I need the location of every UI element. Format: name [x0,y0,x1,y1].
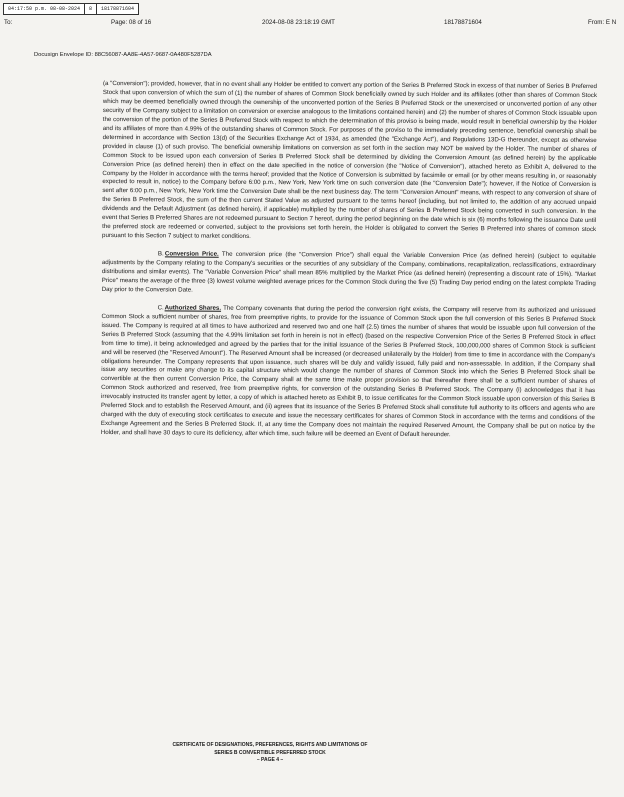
fax-page-count: Page: 08 of 16 [111,19,152,26]
section-c-text: The Company covenants that during the period the conversion right exists, the Company will reserve from its authorized and unissued Common Stock a sufficient number of shares, free from preemptive rights, to provide for the issuance of Common Stock upon the full conversion of this Series B Preferred Stock issued. The Company is required at all times to have authorized and reserved two and one half (2.5) times the number of shares that would be issuable upon full conversion of the Series B Preferred Stock (assuming that the 4.99% limitation set forth in herein is not in effect) (based on the respective Conversion Price of the Series B Preferred Stock in effect from time to time), it being acknowledged and agreed by the parties that for the initial issuance of the Series B Preferred Stock, 100,000,000 shares of Common Stock is sufficient and will be reserved (the "Reserved Amount"). The Reserved Amount shall be increased (or decreased unilaterally by the Holder) from time to time in accordance with the Company's obligations hereunder. The Company represents that upon issuance, such shares will be duly and validly issued, fully paid and non-assessable. In addition, if the Company shall issue any securities or make any change to its capital structure which would change the number of shares of Common Stock into which the Series B Preferred Stock shall be convertible at the then current Conversion Price, the Company shall at the same time make proper provision so that thereafter there shall be a sufficient number of shares of Common Stock authorized and reserved, free from preemptive rights, for conversion of the outstanding Series B Preferred Stock. The Company (i) acknowledges that it has irrevocably instructed its transfer agent by letter, a copy of which is attached hereto as Exhibit B, to issue certificates for the Common Stock issuable upon conversion of this Series B Preferred Stock and to establish the Reserved Amount, and (ii) agrees that its issuance of the Series B Preferred Stock shall constitute full authority to its officers and agents who are charged with the duty of executing stock certificates to execute and issue the necessary certificates for shares of Common Stock in accordance with the terms and conditions of the Exchange Agreement and the Series B Preferred Stock. If, at any time the Company does not maintain the required Reserved Amount, the Company shall be put on notice by the Holder, and shall have 30 days to cure its deficiency, after which time, such failure will be deemed an Event of Default hereunder. [100,304,596,439]
fax-to: To: [4,19,13,26]
document-body [101,80,597,450]
docusign-envelope-id: Docusign Envelope ID: 88C56087-AA8E-4A57-9687-0A480F5287DA [34,52,212,58]
stamp-time: 04:17:50 p.m. 08-08-2024 [4,4,85,14]
section-b-text: The conversion price (the "Conversion Price") shall equal the Variable Conversion Price (as defined herein) (subject to equitable adjustments by the Company relating to the Company's securities or the securities of any subsidiary of the Company, combinations, recapitalization, reclassifications, extraordinary distributions and similar events). The "Variable Conversion Price" shall mean 85% multiplied by the Market Price (as defined herein) (representing a discount rate of 15%). "Market Price" means the average of the three (3) lowest volume weighted average prices for the Common Stock during the five (5) Trading Day period ending on the latest complete Trading Day prior to the Conversion Date. [101,250,596,294]
section-c-authorized-shares [101,304,596,441]
stamp-number: 18178871604 [101,6,135,12]
fax-from: From: E N [588,19,617,26]
footer-title-line2: SERIES B CONVERTIBLE PREFERRED STOCK [214,749,326,756]
section-c-title: Authorized Shares. [164,304,222,312]
section-c-number: C. [157,304,164,312]
fax-timestamp: 2024-08-08 23:18:19 GMT [262,19,335,26]
fax-number: 18178871604 [444,19,482,26]
section-b-number: B. [157,250,164,258]
conversion-paragraph: (a "Conversion"); provided, however, that in no event shall any Holder be entitled to convert any portion of the Series B Preferred Stock in excess of that number of Series B Preferred Stock that upon conversion of which the sum of (1) the number of shares of Common Stock beneficially owned by such Holder and its affiliates (other than shares of Common Stock which may be deemed beneficially owned through the ownership of the unconverted portion of the Series B Preferred Stock or the unexercised or unconverted portion of any other security of the Company subject to a limitation on conversion or exercise analogous to the limitations contained herein) and (2) the number of shares of Common Stock issuable upon the conversion of the portion of the Series B Preferred Stock with respect to which the determination of this proviso is being made, would result in beneficial ownership by the Holder and its affiliates of more than 4.99% of the outstanding shares of Common Stock. For purposes of the proviso to the immediately preceding sentence, beneficial ownership shall be determined in accordance with Section 13(d) of the Securities Exchange Act of 1934, as amended (the "Exchange Act"), and Regulations 13D-G thereunder, except as otherwise provided in clause (1) of such proviso. The beneficial ownership limitations on conversion as set forth in the section may NOT be waived by the Holder. The number of shares of Common Stock to be issued upon each conversion of Series B Preferred Stock shall be determined by dividing the Conversion Amount (as defined herein) by the applicable Conversion Price (as defined herein) then in effect on the date specified in the notice of conversion (the "Notice of Conversion"), attached hereto as Exhibit A, delivered to the Company by the Holder in accordance with the terms hereof; provided that the Notice of Conversion is submitted by facsimile or email (or by other means resulting in, or reasonably expected to result in, notice) to the Company before 6:00 p.m., New York, New York time on such conversion date (the "Conversion Date"); however, if the Notice of Conversion is sent after 6:00 p.m., New York, New York time the Conversion Date shall be the next business day. The term "Conversion Amount" means, with respect to any conversion of share of the Series B Preferred Stock, the sum of the then current Stated Value as adjusted pursuant to the terms hereof (including, but not limited to, the addition of any accrued unpaid dividends and the Default Adjustment (as defined herein), if applicable) multiplied by the number of shares of Series B Preferred Stock being converted in such conversion. In the event that Series B Preferred Shares are not redeemed pursuant to Section 7 hereof, during the period beginning on the date which is six (6) months following the issuance Date until the preferred stock are redeemed or converted, subject to the provisions set forth herein, the Holder is obligated to convert the Series B Preferred into shares of common stock pursuant to this Section 7 subject to market conditions. [102,80,597,241]
footer-page-number: – PAGE 4 – [256,757,284,763]
footer-title-line1: CERTIFICATE OF DESIGNATIONS, PREFERENCES, RIGHTS AND LIMITATIONS OF [172,742,368,748]
page-footer [150,742,390,765]
section-b-title: Conversion Price. [164,250,219,258]
stamp-page: 8 [85,4,97,14]
section-b-conversion-price [102,250,596,298]
fax-transmission-stamp [3,3,139,15]
fax-header [4,19,624,29]
